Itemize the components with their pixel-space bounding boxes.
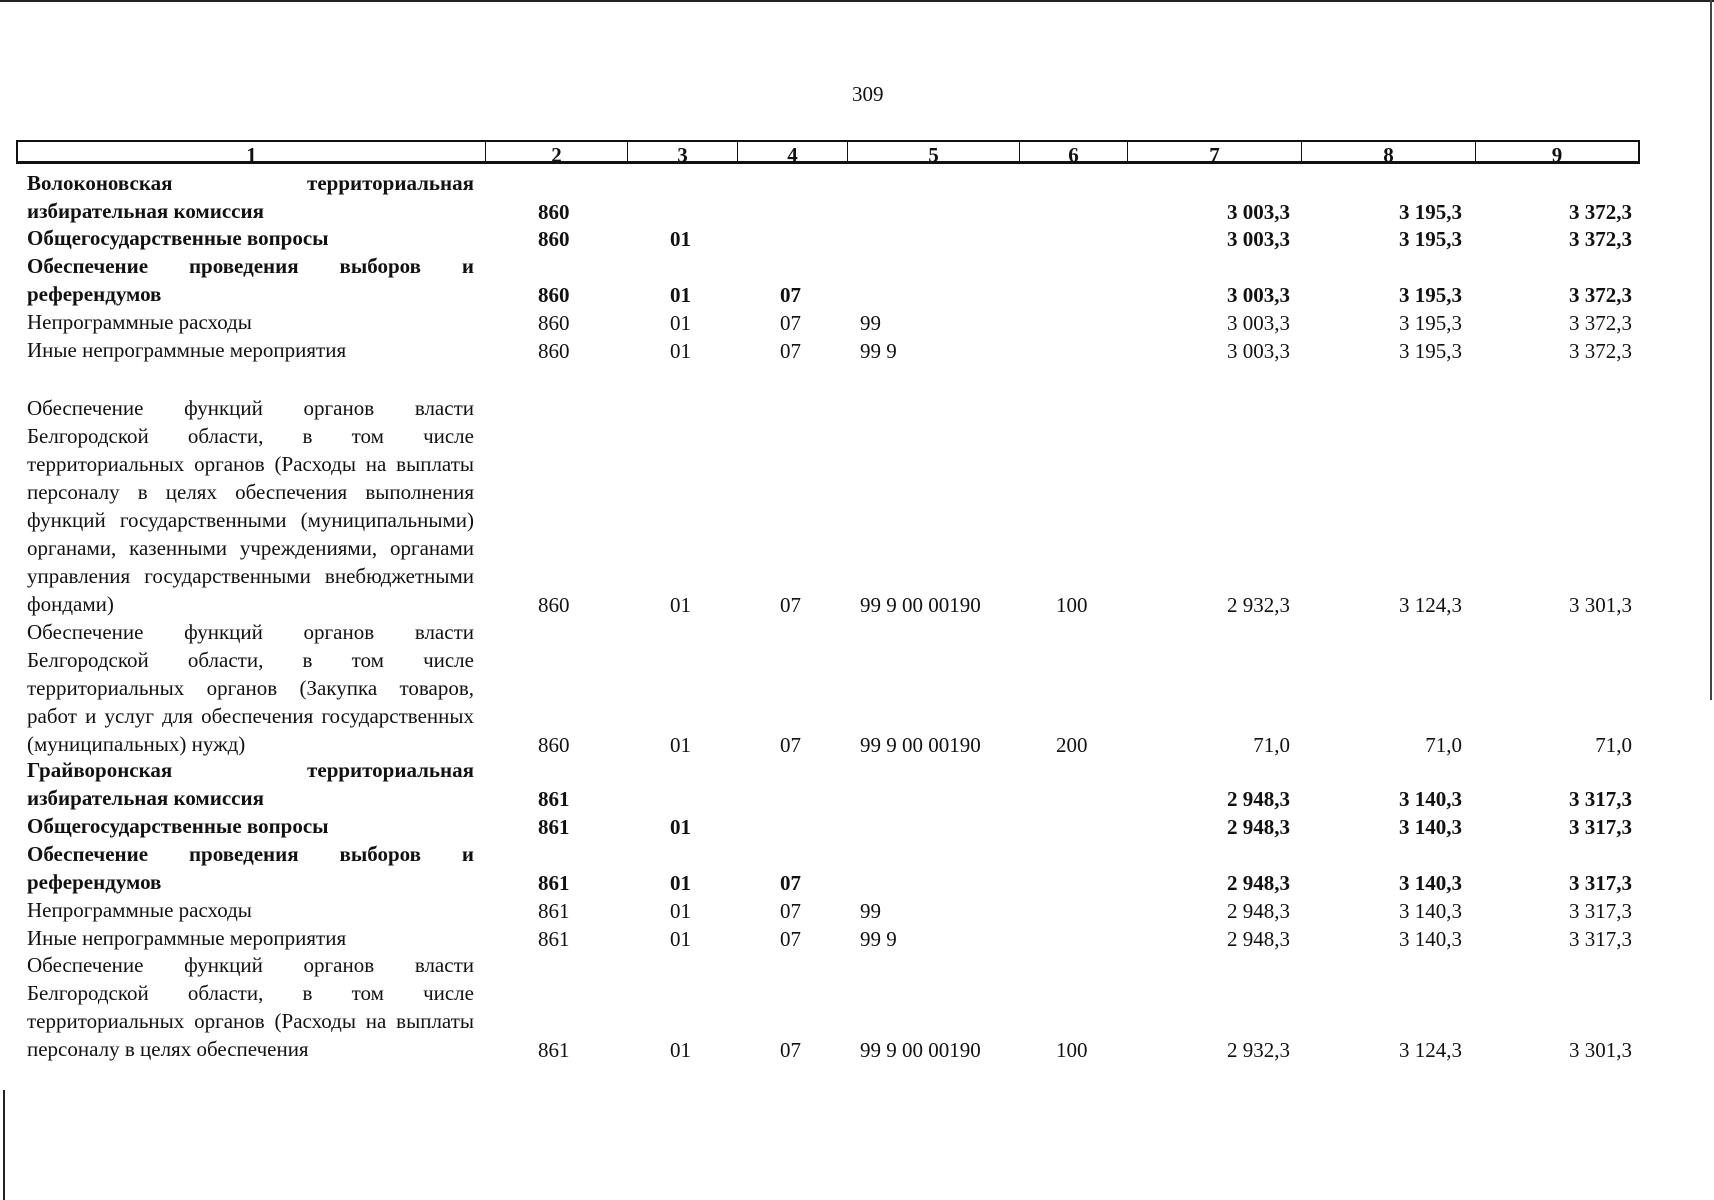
row-cell-c9: 71,0 xyxy=(1595,733,1632,757)
row-cell-c8: 3 140,3 xyxy=(1399,787,1462,811)
row-cell-c2: 860 xyxy=(538,227,570,251)
row-name: Непрограммные расходы xyxy=(27,310,252,334)
row-cell-c2: 860 xyxy=(538,593,570,617)
row-cell-c8: 3 195,3 xyxy=(1399,227,1462,251)
row-cell-c2: 861 xyxy=(538,787,570,811)
scan-edge-top xyxy=(0,0,1714,2)
row-name: Непрограммные расходы xyxy=(27,898,252,922)
table-row xyxy=(0,840,1714,896)
row-cell-c2: 860 xyxy=(538,339,570,363)
row-cell-c7: 3 003,3 xyxy=(1227,311,1290,335)
row-cell-c2: 860 xyxy=(538,733,570,757)
row-cell-c2: 860 xyxy=(538,283,570,307)
table-row xyxy=(0,756,1714,812)
row-cell-c8: 3 195,3 xyxy=(1399,339,1462,363)
page-number: 309 xyxy=(852,82,884,106)
header-col-6: 6 xyxy=(1020,142,1128,161)
row-name: Общегосударственные вопросы xyxy=(27,814,329,838)
row-cell-c8: 3 140,3 xyxy=(1399,871,1462,895)
row-cell-c5: 99 9 00 00190 xyxy=(860,733,981,757)
row-name: Обеспечение проведения выборов и референдумов xyxy=(27,254,474,306)
header-col-2: 2 xyxy=(486,142,628,161)
table-row xyxy=(0,366,1714,618)
row-cell-c9: 3 317,3 xyxy=(1569,927,1632,951)
header-col-1: 1 xyxy=(18,142,486,161)
table-row xyxy=(0,951,1714,1063)
row-cell-c2: 861 xyxy=(538,815,570,839)
row-cell-c7: 2 948,3 xyxy=(1227,815,1290,839)
row-cell-c4: 07 xyxy=(780,899,801,923)
row-cell-c7: 2 948,3 xyxy=(1227,787,1290,811)
row-cell-c2: 861 xyxy=(538,927,570,951)
row-cell-c4: 07 xyxy=(780,871,801,895)
header-col-5: 5 xyxy=(848,142,1020,161)
row-name: Обеспечение функций органов власти Белгородской области, в том числе территориальных органов (Закупка товаров, работ и услуг для обеспечения государственных (муниципальных) нужд) xyxy=(27,620,474,756)
row-cell-c9: 3 372,3 xyxy=(1569,283,1632,307)
row-cell-c6: 100 xyxy=(1056,593,1088,617)
row-cell-c4: 07 xyxy=(780,311,801,335)
row-cell-c3: 01 xyxy=(670,927,691,951)
row-cell-c9: 3 317,3 xyxy=(1569,787,1632,811)
table-row xyxy=(0,308,1714,336)
table-row xyxy=(0,896,1714,924)
row-cell-c5: 99 xyxy=(860,311,881,335)
row-cell-c9: 3 372,3 xyxy=(1569,311,1632,335)
row-cell-c4: 07 xyxy=(780,283,801,307)
table-row xyxy=(0,618,1714,758)
row-cell-c3: 01 xyxy=(670,871,691,895)
row-name: Иные непрограммные мероприятия xyxy=(27,338,347,362)
row-cell-c9: 3 317,3 xyxy=(1569,871,1632,895)
row-name: Обеспечение проведения выборов и референдумов xyxy=(27,842,474,894)
row-cell-c8: 3 140,3 xyxy=(1399,899,1462,923)
header-col-7: 7 xyxy=(1128,142,1302,161)
row-cell-c7: 2 948,3 xyxy=(1227,871,1290,895)
row-name: Общегосударственные вопросы xyxy=(27,226,329,250)
row-cell-c9: 3 372,3 xyxy=(1569,339,1632,363)
row-cell-c4: 07 xyxy=(780,1038,801,1062)
row-cell-c7: 3 003,3 xyxy=(1227,200,1290,224)
row-cell-c9: 3 301,3 xyxy=(1569,593,1632,617)
row-cell-c4: 07 xyxy=(780,927,801,951)
row-cell-c7: 71,0 xyxy=(1253,733,1290,757)
row-cell-c2: 861 xyxy=(538,1038,570,1062)
row-cell-c5: 99 9 xyxy=(860,339,897,363)
row-cell-c6: 100 xyxy=(1056,1038,1088,1062)
row-cell-c7: 3 003,3 xyxy=(1227,283,1290,307)
header-col-8: 8 xyxy=(1302,142,1476,161)
row-cell-c4: 07 xyxy=(780,593,801,617)
table-row xyxy=(0,812,1714,840)
row-cell-c3: 01 xyxy=(670,815,691,839)
table-row xyxy=(0,252,1714,308)
row-cell-c3: 01 xyxy=(670,593,691,617)
row-cell-c3: 01 xyxy=(670,339,691,363)
row-cell-c8: 3 124,3 xyxy=(1399,593,1462,617)
row-cell-c5: 99 xyxy=(860,899,881,923)
row-cell-c2: 860 xyxy=(538,200,570,224)
row-cell-c9: 3 372,3 xyxy=(1569,227,1632,251)
row-cell-c8: 71,0 xyxy=(1425,733,1462,757)
row-cell-c5: 99 9 00 00190 xyxy=(860,593,981,617)
row-name: Иные непрограммные мероприятия xyxy=(27,926,347,950)
row-cell-c2: 861 xyxy=(538,871,570,895)
row-cell-c7: 2 932,3 xyxy=(1227,593,1290,617)
row-cell-c3: 01 xyxy=(670,733,691,757)
row-cell-c9: 3 317,3 xyxy=(1569,815,1632,839)
row-cell-c8: 3 124,3 xyxy=(1399,1038,1462,1062)
scan-edge-left xyxy=(3,1090,5,1200)
header-col-4: 4 xyxy=(738,142,848,161)
row-cell-c8: 3 195,3 xyxy=(1399,283,1462,307)
row-cell-c7: 2 932,3 xyxy=(1227,1038,1290,1062)
row-cell-c3: 01 xyxy=(670,283,691,307)
row-name: Обеспечение функций органов власти Белгородской области, в том числе территориальных органов (Расходы на выплаты персоналу в целях обеспечения xyxy=(27,953,474,1061)
row-cell-c4: 07 xyxy=(780,733,801,757)
row-cell-c3: 01 xyxy=(670,227,691,251)
row-cell-c2: 861 xyxy=(538,899,570,923)
row-name: Грайворонская территориальная избирательная комиссия xyxy=(27,758,474,810)
row-name: Волоконовская территориальная избирательная комиссия xyxy=(27,171,474,223)
row-cell-c7: 2 948,3 xyxy=(1227,927,1290,951)
row-cell-c8: 3 140,3 xyxy=(1399,815,1462,839)
row-cell-c5: 99 9 xyxy=(860,927,897,951)
table-row xyxy=(0,169,1714,225)
row-cell-c9: 3 317,3 xyxy=(1569,899,1632,923)
row-cell-c4: 07 xyxy=(780,339,801,363)
row-cell-c7: 2 948,3 xyxy=(1227,899,1290,923)
header-col-3: 3 xyxy=(628,142,738,161)
row-cell-c2: 860 xyxy=(538,311,570,335)
row-cell-c6: 200 xyxy=(1056,733,1088,757)
row-cell-c7: 3 003,3 xyxy=(1227,227,1290,251)
row-cell-c7: 3 003,3 xyxy=(1227,339,1290,363)
header-col-9: 9 xyxy=(1551,143,1563,167)
row-cell-c3: 01 xyxy=(670,899,691,923)
row-cell-c3: 01 xyxy=(670,311,691,335)
row-cell-c5: 99 9 00 00190 xyxy=(860,1038,981,1062)
row-cell-c8: 3 195,3 xyxy=(1399,311,1462,335)
row-cell-c9: 3 301,3 xyxy=(1569,1038,1632,1062)
row-cell-c8: 3 140,3 xyxy=(1399,927,1462,951)
table-row xyxy=(0,224,1714,252)
table-row xyxy=(0,924,1714,952)
table-row xyxy=(0,336,1714,364)
row-cell-c9: 3 372,3 xyxy=(1569,200,1632,224)
row-name: Обеспечение функций органов власти Белгородской области, в том числе территориальных органов (Расходы на выплаты персоналу в целях обеспечения выполнения функций государственными (муниципальными) органами, казенными учреждениями, органами управления государственными внебюджетными фондами) xyxy=(27,396,474,616)
row-cell-c3: 01 xyxy=(670,1038,691,1062)
table-header xyxy=(16,140,1640,167)
row-cell-c8: 3 195,3 xyxy=(1399,200,1462,224)
